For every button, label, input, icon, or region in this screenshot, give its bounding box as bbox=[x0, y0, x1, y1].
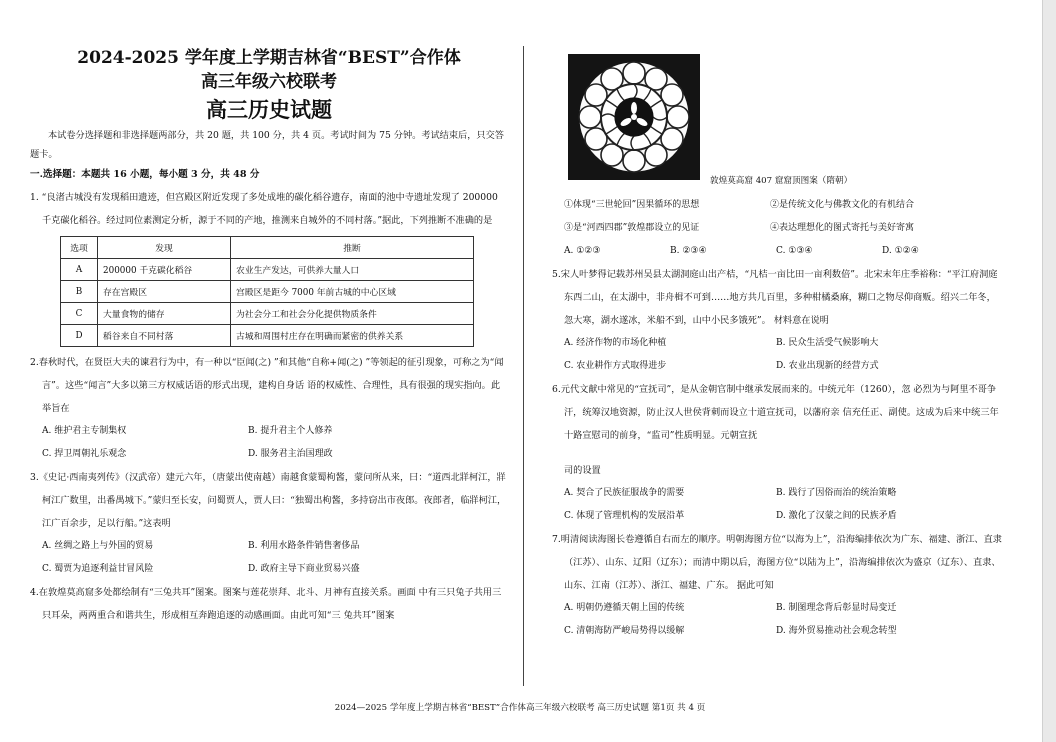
question-6-tail: 司的设置 bbox=[564, 465, 601, 476]
figure-block bbox=[552, 46, 1004, 194]
table-cell: 农业生产发达，可供养大量人口 bbox=[231, 259, 474, 281]
table-cell: 古城和周围村庄存在明确而紧密的供养关系 bbox=[231, 325, 474, 347]
option-d: D. 服务君主治国理政 bbox=[248, 449, 333, 459]
table-header-cell: 推断 bbox=[231, 237, 474, 259]
statement-2: ②是传统文化与佛教文化的有机结合 bbox=[770, 200, 915, 210]
option-c: C. 农业耕作方式取得进步 bbox=[564, 361, 667, 371]
table-header-cell: 选项 bbox=[61, 237, 98, 259]
option-b: B. 提升君主个人修养 bbox=[248, 426, 333, 436]
option-a: A. 经济作物的市场化种植 bbox=[564, 338, 667, 348]
table-cell: A bbox=[61, 259, 98, 281]
table-row bbox=[61, 259, 474, 281]
page-footer: 2024—2025 学年度上学期吉林省“BEST”合作体高三年级六校联考 高三历史试题 第1页 共 4 页 bbox=[334, 703, 706, 713]
table-cell: 稻谷来自不同村落 bbox=[98, 325, 231, 347]
question-6-options-row2 bbox=[552, 505, 1004, 528]
statement-1: ①体现“三世轮回”因果循环的思想 bbox=[564, 200, 700, 210]
table-header-cell: 发现 bbox=[98, 237, 231, 259]
statement-4: ④表达理想化的图式寄托与美好寄寓 bbox=[770, 223, 915, 233]
table-cell: D bbox=[61, 325, 98, 347]
option-d: D. 激化了汉蒙之间的民族矛盾 bbox=[776, 511, 897, 521]
question-7-stem: 7.明清阅读海图长卷遵循自右而左的顺序。明朝海图方位“以海为上”，沿海编排依次为广东、福建、浙江、直隶（江苏）、山东、辽阳（辽东）；而清中期以后，海图方位“以陆为上”，沿海编排依次为盛京（辽东）、直隶、山东、江南（江苏）、浙江、福建、广东。 据此可知 bbox=[552, 534, 1002, 591]
table-cell: 大量食物的储存 bbox=[98, 303, 231, 325]
option-c: C. 体现了管理机构的发展沿革 bbox=[564, 511, 685, 521]
option-a: A. 契合了民族征服战争的需要 bbox=[564, 488, 685, 498]
exam-subject-title: 高三历史试题 bbox=[206, 97, 332, 122]
option-b: B. 利用水路条件销售奢侈品 bbox=[248, 541, 360, 551]
exam-title-line1: 2024-2025 学年度上学期吉林省“BEST”合作体 bbox=[77, 48, 461, 68]
option-d: D. 政府主导下商业贸易兴盛 bbox=[248, 564, 360, 574]
question-2-options-row1 bbox=[30, 420, 508, 443]
vertical-scrollbar[interactable] bbox=[1042, 0, 1056, 742]
column-divider bbox=[523, 46, 524, 686]
table-cell: B bbox=[61, 281, 98, 303]
option-a: A. 维护君主专制集权 bbox=[42, 426, 127, 436]
table-cell: 存在宫殿区 bbox=[98, 281, 231, 303]
option-b: B. 践行了因俗而治的统治策略 bbox=[776, 488, 897, 498]
question-6-options-row1 bbox=[552, 482, 1004, 505]
question-5-options-row1 bbox=[552, 332, 1004, 355]
table-cell: 200000 千克碳化稻谷 bbox=[98, 259, 231, 281]
table-cell: 为社会分工和社会分化提供物质条件 bbox=[231, 303, 474, 325]
question-5-stem: 5.宋人叶梦得记载苏州吴县太湖洞庭山出产桔，“凡桔一亩比田一亩利数倍”。北宋末年庄季裕称：“平江府洞庭东西二山，在太湖中，非舟楫不可到……地方共几百里，多种柑橘桑麻，糊口之物尽仰商贩。绍兴二年冬，忽大寒，湖水遂冰，米船不到，山中小民多饿死”。 材料意在说明 bbox=[552, 269, 998, 326]
table-row bbox=[61, 281, 474, 303]
table-header-row bbox=[61, 237, 474, 259]
option-d: D. 农业出现新的经营方式 bbox=[776, 361, 879, 371]
table-row bbox=[61, 325, 474, 347]
table-cell: 宫殿区是距今 7000 年前古城的中心区域 bbox=[231, 281, 474, 303]
statement-3: ③是“河西四郡”敦煌郡设立的见证 bbox=[564, 223, 700, 233]
question-7-options-row1 bbox=[552, 597, 1004, 620]
question-3-options-row2 bbox=[30, 558, 508, 581]
right-column bbox=[552, 46, 1004, 643]
section-heading: 一.选择题：本题共 16 小题，每小题 3 分，共 48 分 bbox=[30, 169, 260, 180]
option-b: B. 制图理念背后彰显时局变迁 bbox=[776, 603, 897, 613]
question-5-options-row2 bbox=[552, 355, 1004, 378]
question-2-options-row2 bbox=[30, 443, 508, 466]
table-row bbox=[61, 303, 474, 325]
table-cell: C bbox=[61, 303, 98, 325]
question-1-stem: 1. “良渚古城没有发现稻田遗迹，但宫殿区附近发现了多处成堆的碳化稻谷遗存，南面的池中寺遗址发现了 200000 千克碳化稻谷。经过同位素测定分析，源于不同的产地，推测来自城外的不同村落。”据此，下列推断不准确的是 bbox=[30, 192, 498, 226]
option-a: A. 丝绸之路上与外国的贸易 bbox=[42, 541, 154, 551]
question-1-table bbox=[60, 236, 474, 347]
option-c: C. 清朝海防严峻局势得以缓解 bbox=[564, 626, 685, 636]
question-4-stem: 4.在敦煌莫高窟多处都绘制有“三兔共耳”图案。图案与莲花崇拜、北斗、月神有直接关系。画面 中有三只兔子共用三只耳朵，两两重合和谐共生，形成相互奔跑追逐的动感画面。由此可知“三 兔共耳”图案 bbox=[30, 587, 502, 621]
three-rabbits-lotus-image bbox=[568, 54, 700, 180]
option-a: A. 明朝仍遵循天朝上国的传统 bbox=[564, 603, 685, 613]
option-b: B. 民众生活受气候影响大 bbox=[776, 338, 879, 348]
exam-intro: 本试卷分选择题和非选择题两部分，共 20 题，共 100 分，共 4 页。考试时间为 75 分钟。考试结束后，只交答题卡。 bbox=[30, 130, 504, 160]
question-2-stem: 2.春秋时代，在贤臣大夫的谏君行为中，有一种以“臣闻(之) ”和其他“自称+闻(之) ”等领起的征引现象，可称之为“闻言”。这些“闻言”大多以第三方权威话语的形式出现，建构自身话 语的权威性、合理性，具有很强的现实指向。此举旨在 bbox=[30, 357, 504, 414]
option-d: D. 海外贸易推动社会观念转型 bbox=[776, 626, 897, 636]
question-7-options-row2 bbox=[552, 620, 1004, 643]
option-c: C. ①③④ bbox=[776, 246, 813, 256]
question-4-items-row2 bbox=[552, 217, 1004, 240]
question-3-options-row1 bbox=[30, 535, 508, 558]
option-d: D. ①②④ bbox=[882, 246, 919, 256]
option-b: B. ②③④ bbox=[670, 246, 707, 256]
figure-caption: 敦煌莫高窟 407 窟窟顶图案（隋朝） bbox=[710, 176, 853, 186]
question-6-stem: 6.元代文献中常见的“宣抚司”，是从金朝官制中继承发展而来的。中统元年（1260），忽 必烈为与阿里不哥争汗，统筹汉地资源，防止汉人世侯背刺而设立十道宣抚司，以藩府亲 信充任正、副使。这成为后来中统三年十路宣慰司的前身，“监司”性质明显。元朝宣抚 bbox=[552, 384, 999, 441]
question-4-options bbox=[552, 240, 1004, 263]
question-3-stem: 3.《史记·西南夷列传》（汉武帝）建元六年，（唐蒙出使南越）南越食蒙蜀枸酱，蒙问所从来，曰：“道西北牂柯江，牂柯江广数里，出番禺城下。”蒙归至长安，问蜀贾人，贾人曰：“独蜀出枸酱，多持窃出市夜郎。夜郎者，临牂柯江，江广百余步，足以行船。”这表明 bbox=[30, 472, 507, 529]
option-c: C. 捍卫周朝礼乐观念 bbox=[42, 449, 127, 459]
question-4-items-row1 bbox=[552, 194, 1004, 217]
option-a: A. ①②③ bbox=[564, 246, 601, 256]
left-column bbox=[30, 46, 508, 627]
option-c: C. 蜀贾为追逐利益甘冒风险 bbox=[42, 564, 154, 574]
exam-title-line2: 高三年级六校联考 bbox=[201, 72, 337, 92]
